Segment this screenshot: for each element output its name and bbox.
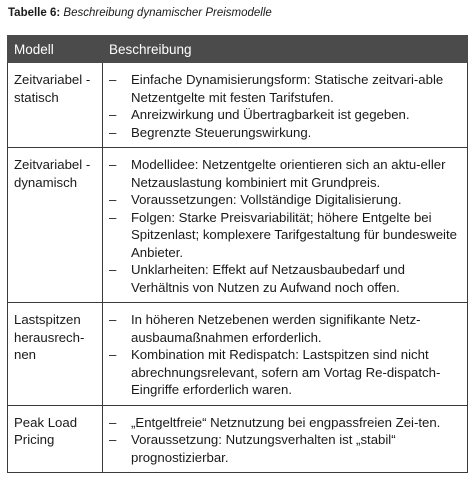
list-item: – Modellidee: Netzentgelte orientieren sich an aktu-eller Netzauslastung kombiniert mit Grundpreis. (109, 157, 446, 190)
dash-bullet: – (109, 72, 117, 87)
list-item: – Anreizwirkung und Übertragbarkeit ist gegeben. (109, 107, 410, 122)
description-list (109, 156, 461, 296)
list-item: – Einfache Dynamisierungsform: Statische zeitvari-able Netzentgelte mit festen Tarifstufen. (109, 72, 444, 105)
table-row (8, 303, 468, 406)
description-list (109, 311, 461, 399)
dash-bullet: – (109, 312, 117, 327)
description-list (109, 71, 461, 141)
dash-bullet: – (109, 157, 117, 172)
header-description: Beschreibung (103, 36, 468, 63)
dash-bullet: – (109, 414, 117, 430)
header-model: Modell (8, 36, 103, 63)
model-cell: Zeitvariabel - dynamisch (8, 148, 103, 303)
table-row (8, 63, 468, 148)
list-item: – Unklarheiten: Effekt auf Netzausbaubedarf und Verhältnis von Nutzen zu Aufwand noch offen. (109, 262, 405, 295)
description-cell (103, 148, 468, 303)
caption-title: Beschreibung dynamischer Preismodelle (63, 7, 272, 19)
dash-bullet: – (109, 124, 117, 140)
list-item: – Folgen: Starke Preisvariabilität; höhere Entgelte bei Spitzenlast; komplexere Tarifgestaltung für bundesweite Anbieter. (109, 209, 457, 260)
dash-bullet: – (109, 107, 117, 122)
description-cell (103, 63, 468, 148)
model-cell: Lastspitzen herausrech-nen (8, 303, 103, 406)
table-header-row (8, 36, 468, 63)
list-item: – Begrenzte Steuerungswirkung. (109, 124, 312, 140)
table-caption (8, 7, 272, 19)
list-item: – Voraussetzung: Nutzungsverhalten ist „stabil“ prognostizierbar. (109, 432, 396, 465)
description-cell (103, 405, 468, 473)
model-cell: Peak Load Pricing (8, 405, 103, 473)
dash-bullet: – (109, 347, 117, 362)
caption-label: Tabelle 6: (8, 7, 61, 19)
model-cell: Zeitvariabel - statisch (8, 63, 103, 148)
description-cell (103, 303, 468, 406)
table-row (8, 148, 468, 303)
list-item: – Voraussetzungen: Vollständige Digitalisierung. (109, 192, 402, 207)
dash-bullet: – (109, 432, 117, 447)
dash-bullet: – (109, 262, 117, 277)
dash-bullet: – (109, 209, 117, 225)
list-item: – Kombination mit Redispatch: Lastspitzen sind nicht abrechnungsrelevant, sofern am Vortag Re-dispatch-Eingriffe erforderlich waren. (109, 347, 441, 397)
description-list (109, 414, 461, 467)
price-models-table (7, 35, 468, 473)
dash-bullet: – (109, 192, 117, 207)
list-item: – „Entgeltfreie“ Netznutzung bei engpassfreien Zei-ten. (109, 414, 441, 430)
list-item: – In höheren Netzebenen werden signifikante Netz-ausbaumaßnahmen erforderlich. (109, 312, 421, 345)
table-row (8, 405, 468, 473)
